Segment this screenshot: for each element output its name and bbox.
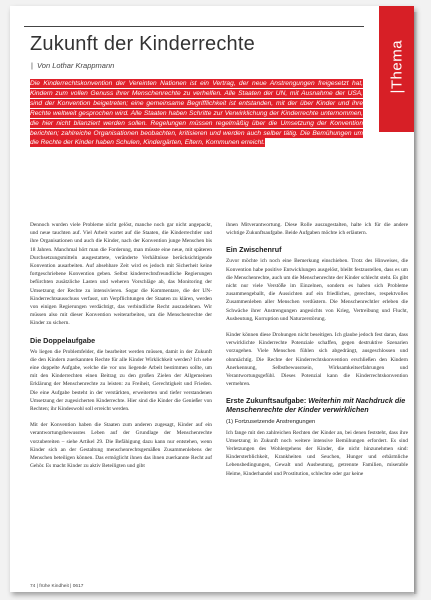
body-paragraph: ihnen Mitverantwortung. Diese Rolle auszugestalten, halte ich für die andere wichtige Zukunftsaufgabe. Beide Aufgaben möchte ich erläutern.	[226, 222, 408, 237]
byline-author: Von Lothar Krappmann	[37, 61, 115, 70]
body-paragraph: Kinder können diese Drohungen nicht beseitigen. Ich glaube jedoch fest daran, dass verwirklichte Kinderrechte Potenziale schaffen, gegen destruktive Szenarien vorzugehen. Viele Menschen fühlen sich abgedrängt, ausgeschlossen und ohnmächtig. Die Rechte der Kinderrechtskonvention erschließen den Kindern Anerkennung, Selbstbewusstsein, Wirksamkeitserfahrungen und Verantwortungsgefühl. Dieses Potenzial kann die Kinderrechtskonvention vermehren.	[226, 332, 408, 388]
right-column	[226, 221, 408, 586]
heading-plain: Erste Zukunftsaufgabe:	[226, 396, 309, 406]
body-paragraph: Ich fange mit den zahlreichen Rechten der Kinder an, bei denen feststeht, dass ihre Umsetzung in Zukunft noch weitere intensive Bemühungen erfordert. Es sind Verletzungen des Wohlergehens der Kinder, die nicht hinzunehmen sind: Kindersterblichkeit, Krankheiten und Seuchen, Hunger und erbärmliche Lebensbedingungen, Gewalt und Ausbeutung, getrennte Familien, miserable Heime, Kinderhandel und Prostitution, schlechte oder gar keine	[226, 429, 408, 477]
heading-italic: Weiterhin mit Nachdruck die Menschenrechte der Kinder verwirklichen	[226, 396, 406, 415]
lead-paragraph	[30, 79, 363, 148]
byline-bar: |	[31, 61, 33, 70]
body-paragraph: Zuvor möchte ich noch eine Bemerkung einschieben. Trotz des Hinweises, die Konvention habe positive Entwicklungen ausgelöst, bleibt festzustellen, dass es um die Menschenrechte, auch um die Menschenrechte der Kinder schlecht steht. Es gibt nicht nur viele Verstöße im Einzelnen, sondern es haben sich Probleme zusammengeballt, die Aussichten auf ein friedliches, gerechtes, respektvolles Zusammenleben aller Menschen verdüstern. Die Menschenrechtler erleben die Schwäche ihrer Anstrengungen angesichts von Krieg, Vertreibung und Flucht, Ausbeutung, Korruption und Naturzerstörung.	[226, 258, 408, 322]
top-rule	[24, 26, 364, 27]
body-columns	[30, 221, 408, 586]
body-paragraph: Dennoch wurden viele Probleme nicht gelöst, manche noch gar nicht angepackt, und neue tauchten auf. Viel Arbeit wartet auf die Staaten, die Kinderrechtler und ihre Organisationen und auch die Kinder, nach der Konvention junge Menschen bis 18 Jahren. Manchmal hört man die Forderung, man müsste eine neue, mit späteren Durchsetzungsmitteln ausgestattete, veränderte Verhältnisse berücksichtigende Konvention ausarbeiten. Auf absehbare Zeit wird es jedoch mit Sicherheit keine fortgeschriebene Konvention geben. Selbst kinderrechtsfreundliche Regierungen befürchten zusätzliche Lasten und weheren Vorschläge ab, das Monitoring der Umsetzung der Rechte zu intensivieren. Sogar die Kommentare, die der UN-Kinderrechtsausschuss verfasst, um Verpflichtungen der Staaten zu klären, werden von einigen Regierungen verdächtigt, das verbindliche Recht auszudehnen. Wir müssen also mit dieser Konvention weiterarbeiten, um die Menschenrechte der Kinder zu sichern.	[30, 222, 212, 327]
section-tab-label: |Thema	[388, 39, 406, 94]
magazine-page	[10, 6, 414, 592]
body-paragraph: Mit der Konvention haben die Staaten zum anderen zugesagt, Kinder auf ein verantwortungsbewusstes Leben auf der Grundlage der Menschenrechte vorzubereiten – siehe Artikel 29. Die Befähigung dazu kann nur entstehen, wenn Kinder sich an der Gestaltung menschenrechtsgemäßen Zusammenlebens der Menschen beteiligen können. Das ermöglicht ihnen das ihnen zuerkannte Recht auf Gehör. Es macht Kinder zu aktiv Beteiligten und gibt	[30, 422, 212, 470]
page-footer: 74 | frühe Kindheit | 0617	[30, 584, 84, 589]
lead-highlight: Die Kinderrechtskonvention der Vereinten Nationen ist ein Vertrag, der neue Anstrengungen freigesetzt hat, Kindern zum vollen Genuss ihrer Menschenrechte zu verhelfen. Alle Staaten der UN, mit Ausnahme der USA, sind der Konvention beigetreten; eine gemeinsame Begrifflichkeit ist entstanden, mit der über Kinder und ihre Rechte weltweit gesprochen wird. Alle Staaten haben Schritte zur Verwirklichung der Kinderrechte unternommen, die hier nicht bilanziert werden sollen. Regelungen müssen regelmäßig über die Umsetzung der Konvention berichten; zahlreiche Organisationen beobachten, kritisieren und werden auch selber tätig. Die Bemühungen um die Rechte der Kinder haben Schulen, Kindergärten, Eltern, Kommunen erreicht.	[30, 80, 363, 147]
page-shadow	[414, 12, 418, 594]
left-column	[30, 221, 212, 586]
body-paragraph: Wo liegen die Problemfelder, die bearbeitet werden müssen, damit in der Zukunft die den Kindern zuerkannten Rechte für alle Kinder Wirklichkeit werden? Ich sehe eine doppelte Aufgabe, welche die vor uns liegende Arbeit bestimmen sollte, um mit den Kinderrechten einen Beitrag zu den großen Zielen der Allgemeinen Erklärung der Menschenrechte zu leisten: zu Freiheit, Gerechtigkeit und Frieden. Die eine Aufgabe besteht in der verstärkten, erweiterten und tiefer verstandenen Umsetzung der zugesicherten Kinderrechte. Hier sind die Kinder die Genießer von Rechten; ihr Kindeswohl soll erreicht werden.	[30, 348, 212, 413]
byline	[31, 61, 114, 70]
section-heading: Ein Zwischenruf	[226, 245, 282, 255]
section-heading: Die Doppelaufgabe	[30, 335, 96, 345]
subsection-heading: (1) Fortzusetzende Anstrengungen	[226, 419, 316, 426]
section-heading	[226, 396, 408, 414]
article-title: Zukunft der Kinderrechte	[30, 33, 255, 55]
